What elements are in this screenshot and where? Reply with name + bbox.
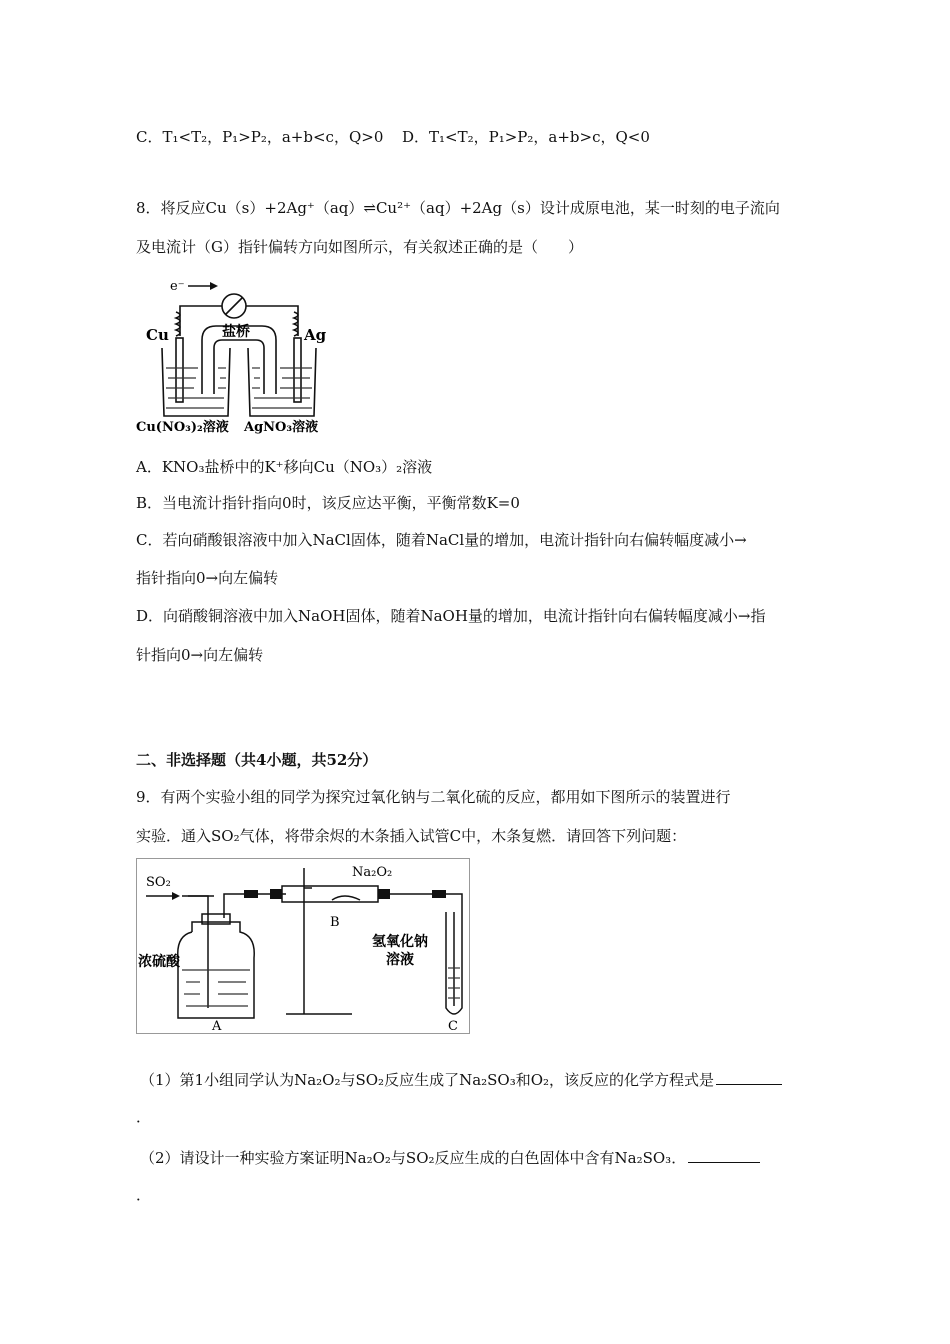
- galvanic-cell-diagram: [136, 268, 332, 438]
- ag-electrode-label: Ag: [304, 326, 327, 344]
- q9-stem-line1: 9．有两个实验小组的同学为探究过氧化钠与二氧化硫的反应，都用如下图所示的装置进行: [136, 788, 731, 806]
- salt-bridge-label: 盐桥: [222, 324, 250, 340]
- left-solution-label: Cu(NO₃)₂溶液: [136, 420, 229, 435]
- q8-option-d-line1: D．向硝酸铜溶液中加入NaOH固体，随着NaOH量的增加，电流计指针向右偏转幅度减小→指: [136, 607, 766, 625]
- q8-option-d-line2: 针指向0→向左偏转: [136, 646, 264, 664]
- answer-blank-2[interactable]: [688, 1147, 760, 1163]
- answer-blank-1[interactable]: [716, 1069, 782, 1085]
- q8-option-c-line2: 指针指向0→向左偏转: [136, 569, 279, 587]
- na2o2-label: Na₂O₂: [352, 865, 393, 880]
- conc-h2so4-label: 浓硫酸: [138, 954, 180, 970]
- q9-part2: （2）请设计一种实验方案证明Na₂O₂与SO₂反应生成的白色固体中含有Na₂SO₃．: [140, 1147, 760, 1169]
- right-solution-label: AgNO₃溶液: [244, 420, 319, 435]
- naoh-label-line1: 氢氧化钠: [372, 934, 428, 950]
- q8-option-b: B．当电流计指针指向0时，该反应达平衡，平衡常数K=0: [136, 494, 520, 512]
- label-b: B: [330, 915, 340, 930]
- q7-option-d: D．T₁<T₂，P₁>P₂，a+b>c，Q<0: [402, 128, 650, 146]
- q9-part2-end: ．: [136, 1186, 152, 1204]
- electron-label: e⁻: [170, 279, 185, 294]
- q7-option-c: C．T₁<T₂，P₁>P₂，a+b<c，Q>0: [136, 128, 384, 146]
- apparatus-diagram: [136, 858, 470, 1034]
- q8-stem-line2: 及电流计（G）指针偏转方向如图所示，有关叙述正确的是（ ）: [136, 238, 583, 256]
- q9-part1: （1）第1小组同学认为Na₂O₂与SO₂反应生成了Na₂SO₃和O₂，该反应的化学方程式是: [140, 1069, 782, 1091]
- q9-part1-end: ．: [136, 1108, 152, 1126]
- label-a: A: [212, 1019, 222, 1034]
- q9-stem-line2: 实验．通入SO₂气体，将带余烬的木条插入试管C中，木条复燃．请回答下列问题：: [136, 827, 687, 845]
- cu-electrode-label: Cu: [146, 326, 169, 344]
- label-c: C: [448, 1019, 458, 1034]
- q8-option-a: A．KNO₃盐桥中的K⁺移向Cu（NO₃）₂溶液: [136, 458, 433, 476]
- q8-stem-line1: 8．将反应Cu（s）+2Ag⁺（aq）⇌Cu²⁺（aq）+2Ag（s）设计成原电池，某一时刻的电子流向: [136, 199, 780, 217]
- q8-option-c-line1: C．若向硝酸银溶液中加入NaCl固体，随着NaCl量的增加，电流计指针向右偏转幅度减小→: [136, 531, 747, 549]
- section-heading: 二、非选择题（共4小题，共52分）: [136, 751, 378, 769]
- naoh-label-line2: 溶液: [386, 952, 414, 968]
- so2-label: SO₂: [146, 875, 171, 890]
